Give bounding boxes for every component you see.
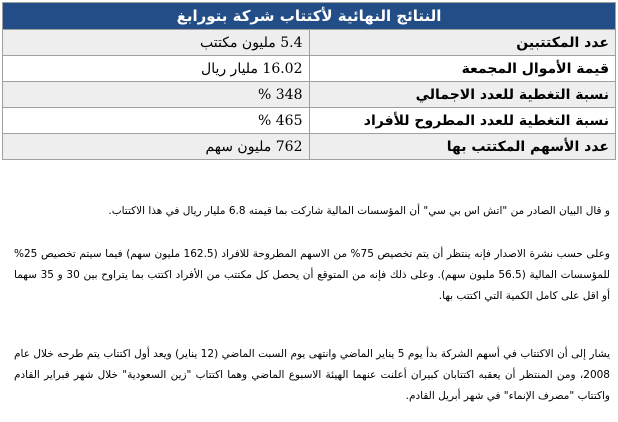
article-paragraph: يشار إلى أن الاكتتاب في أسهم الشركة بدأ يوم 5 يناير الماضي وانتهى يوم السبت الماضي (12 يناير) ويعد أول اكتتاب يتم طرحه خلال عام 2008، ومن المنتظر أن يعقبه اكتتابان كبيران أعلنت عنهما الهيئة الاسبوع الماضي وهما اكتتاب "زين السعودية" خلال شهر فبراير القادم واكتتاب "مصرف الإنماء" في شهر أبريل القادم. [14,348,610,402]
table-row [3,108,616,134]
article-paragraph: وعلى حسب نشرة الاصدار فإنه ينتظر أن يتم تخصيص 75% من الاسهم المطروحة للافراد (162.5 مليون سهم) فيما سيتم تخصيص 25% للمؤسسات المالية (56.5 مليون سهم). وعلى ذلك فإنه من المتوقع أن يحصل كل مكتتب من الأفراد اكتتب بما يتراوح بين 30 و 35 سهما أو اقل على كامل الكمية التي اكتتب بها. [14,248,611,302]
table-label: عدد الأسهم المكتتب بها [309,134,616,160]
table-title: النتائج النهائية لأكتتاب شركة بتورابغ [3,3,616,30]
table-row [3,56,616,82]
table-row [3,134,616,160]
table-row [3,82,616,108]
table-value: 5.4 مليون مكتتب [3,30,310,56]
table-title-row [3,3,616,30]
table-value: 348 % [3,82,310,108]
table-label: قيمة الأموال المجمعة [309,56,616,82]
table-label: نسبة التغطية للعدد الاجمالي [309,82,616,108]
table-label: عدد المكتتبين [309,30,616,56]
table-label: نسبة التغطية للعدد المطروح للأفراد [309,108,616,134]
table-value: 16.02 مليار ريال [3,56,310,82]
results-table [2,2,616,160]
table-row [3,30,616,56]
article-paragraph: و قال البيان الصادر من "اتش اس بي سي" أن المؤسسات المالية شاركت بما قيمته 6.8 مليار ريال في هذا الاكتتاب. [108,205,610,217]
table-value: 465 % [3,108,310,134]
table-value: 762 مليون سهم [3,134,310,160]
